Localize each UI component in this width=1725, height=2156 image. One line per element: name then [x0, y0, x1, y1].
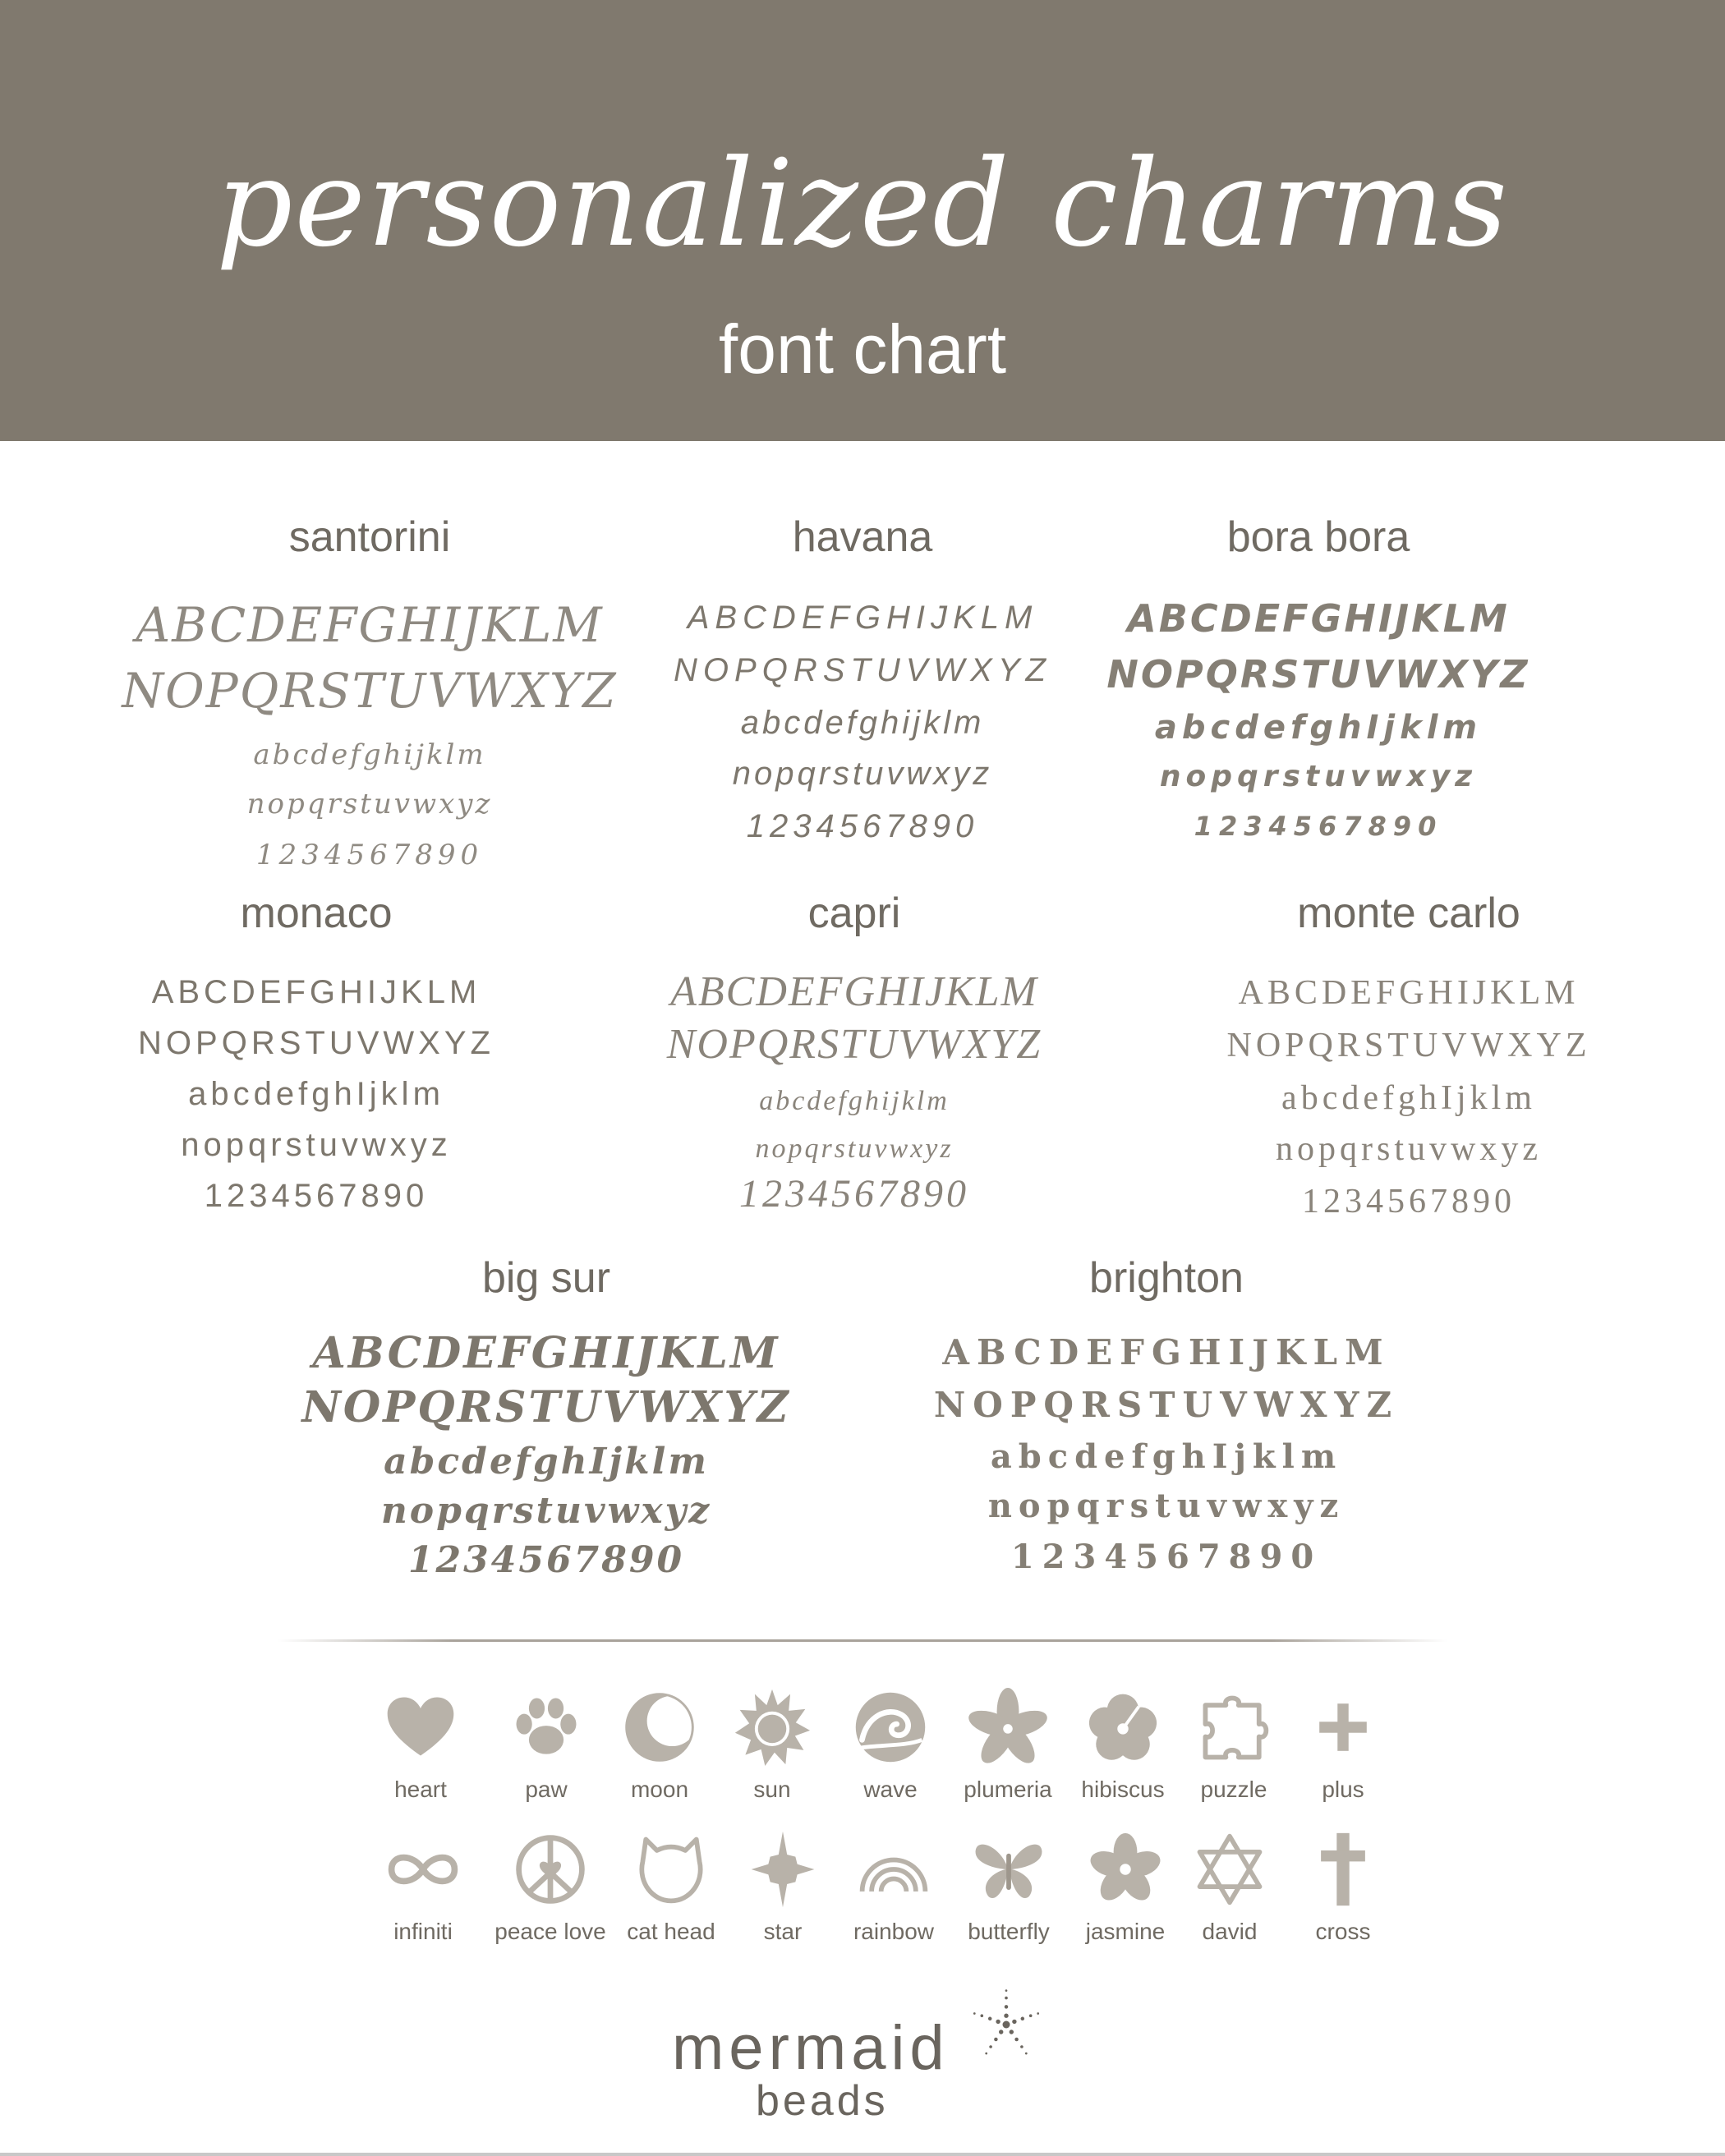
mermaid-beads-logo: [657, 1988, 1068, 2125]
uppercase-line-2: NOPQRSTUVWXYZ: [301, 1382, 791, 1432]
uppercase-line-2: NOPQRSTUVWXYZ: [138, 1025, 494, 1061]
uppercase-line-2: NOPQRSTUVWXYZ: [122, 663, 618, 719]
star-icon: [743, 1830, 822, 1909]
charm-label: paw: [525, 1777, 568, 1802]
uppercase-line-1: ABCDEFGHIJKLM: [136, 597, 604, 653]
uppercase-line-2: NOPQRSTUVWXYZ: [933, 1385, 1400, 1425]
wave-icon: [851, 1688, 930, 1767]
charm-label: star: [763, 1919, 803, 1944]
jasmine-icon: [1086, 1830, 1165, 1909]
lowercase-line-2: nopqrstuvwxyz: [181, 1127, 452, 1163]
charm-label: hibiscus: [1081, 1777, 1165, 1802]
lowercase-line-2: nopqrstuvwxyz: [380, 1490, 712, 1532]
charm-label: moon: [630, 1777, 689, 1802]
page-subtitle: font chart: [718, 310, 1007, 388]
digits-line: 1234567890: [1010, 1538, 1322, 1576]
font-name: monaco: [240, 890, 393, 937]
uppercase-line-1: ABCDEFGHIJKLM: [687, 600, 1038, 636]
bottom-edge: [0, 2153, 1725, 2156]
font-specimen-santorini: [90, 513, 649, 871]
charm-label: david: [1202, 1919, 1258, 1944]
paw-icon: [507, 1688, 586, 1767]
charm-label: heart: [394, 1777, 447, 1802]
plumeria-icon: [968, 1688, 1047, 1767]
charm-label: puzzle: [1200, 1777, 1267, 1802]
lowercase-line-1: abcdefghijklm: [759, 1086, 950, 1116]
charm-label: cat head: [627, 1919, 715, 1944]
charm-label: butterfly: [968, 1919, 1050, 1944]
font-name: bora bora: [1226, 513, 1410, 561]
uppercase-line-2: NOPQRSTUVWXYZ: [674, 652, 1051, 688]
header-banner: [0, 0, 1725, 441]
lowercase-line-1: abcdefghIjklm: [1281, 1079, 1536, 1117]
charm-label: wave: [863, 1777, 918, 1802]
lowercase-line-2: nopqrstuvwxyz: [755, 1133, 954, 1164]
sun-icon: [733, 1688, 812, 1767]
lowercase-line-1: abcdefghIjklm: [1154, 709, 1483, 747]
charm-label: plumeria: [964, 1777, 1052, 1802]
page-title: personalized charms: [215, 134, 1510, 274]
cross-icon: [1304, 1830, 1382, 1909]
charm-heart: [351, 1688, 490, 1801]
charm-label: cross: [1315, 1919, 1371, 1944]
uppercase-line-1: ABCDEFGHIJKLM: [942, 1332, 1391, 1372]
lowercase-line-2: nopqrstuvwxyz: [1276, 1130, 1542, 1168]
font-specimen-monaco: [90, 892, 542, 1212]
butterfly-icon: [969, 1830, 1048, 1909]
font-specimen-bora-bora: [1076, 513, 1561, 842]
lowercase-line-1: abcdefghijklm: [740, 705, 985, 741]
charm-label: sun: [753, 1777, 791, 1802]
uppercase-line-2: NOPQRSTUVWXYZ: [666, 1021, 1042, 1068]
lowercase-line-2: nopqrstuvwxyz: [1159, 760, 1478, 793]
digits-line: 1234567890: [1194, 811, 1443, 842]
charm-label: rainbow: [853, 1919, 935, 1944]
lowercase-line-1: abcdefghIjklm: [188, 1076, 444, 1112]
lowercase-line-2: nopqrstuvwxyz: [987, 1487, 1346, 1525]
puzzle-icon: [1194, 1688, 1273, 1767]
lowercase-line-2: nopqrstuvwxyz: [732, 756, 993, 792]
logo-word-mermaid: mermaid: [672, 2013, 950, 2083]
charm-cross: [1273, 1830, 1413, 1943]
uppercase-line-1: ABCDEFGHIJKLM: [1238, 974, 1580, 1012]
rainbow-icon: [854, 1830, 933, 1909]
uppercase-line-1: ABCDEFGHIJKLM: [312, 1328, 780, 1378]
section-divider: [278, 1639, 1447, 1642]
uppercase-line-1: ABCDEFGHIJKLM: [1127, 596, 1510, 641]
lowercase-line-1: abcdefghijklm: [253, 738, 486, 771]
font-name: santorini: [288, 513, 451, 561]
charm-peace-love: [481, 1830, 620, 1943]
digits-line: 1234567890: [739, 1172, 969, 1216]
charm-plus: [1273, 1688, 1413, 1801]
charm-label: peace love: [494, 1919, 606, 1944]
heart-icon: [381, 1688, 460, 1767]
uppercase-line-1: ABCDEFGHIJKLM: [670, 968, 1038, 1015]
lowercase-line-2: nopqrstuvwxyz: [246, 788, 493, 821]
moon-icon: [620, 1688, 699, 1767]
star-of-david-icon: [1190, 1830, 1269, 1909]
font-name: big sur: [481, 1254, 611, 1302]
uppercase-line-1: ABCDEFGHIJKLM: [151, 974, 481, 1010]
font-name: brighton: [1089, 1254, 1244, 1302]
infinity-icon: [384, 1830, 462, 1909]
cat-head-icon: [632, 1830, 711, 1909]
charm-infiniti: [353, 1830, 493, 1943]
charm-label: infiniti: [393, 1919, 453, 1944]
lowercase-line-1: abcdefghIjklm: [384, 1441, 709, 1483]
font-specimen-brighton: [871, 1254, 1462, 1576]
digits-line: 1234567890: [746, 808, 979, 844]
font-name: havana: [792, 513, 933, 561]
logo-word-beads: beads: [756, 2077, 889, 2125]
plus-icon: [1304, 1688, 1382, 1767]
charm-label: plus: [1322, 1777, 1364, 1802]
peace-icon: [511, 1830, 590, 1909]
starfish-icon: [969, 1988, 1043, 2062]
uppercase-line-2: NOPQRSTUVWXYZ: [1106, 652, 1530, 696]
digits-line: 1234567890: [407, 1539, 685, 1581]
font-specimen-big-sur: [246, 1254, 846, 1581]
lowercase-line-1: abcdefghIjklm: [990, 1437, 1343, 1476]
digits-line: 1234567890: [255, 839, 484, 871]
font-name: monte carlo: [1297, 890, 1520, 937]
font-specimen-monte-carlo: [1166, 892, 1651, 1219]
digits-line: 1234567890: [204, 1178, 429, 1214]
font-specimen-havana: [649, 513, 1076, 844]
font-name: capri: [807, 890, 901, 937]
hibiscus-icon: [1083, 1688, 1162, 1767]
font-specimen-capri: [559, 892, 1150, 1214]
charm-label: jasmine: [1085, 1919, 1166, 1944]
uppercase-line-2: NOPQRSTUVWXYZ: [1226, 1027, 1591, 1064]
digits-line: 1234567890: [1302, 1183, 1516, 1221]
